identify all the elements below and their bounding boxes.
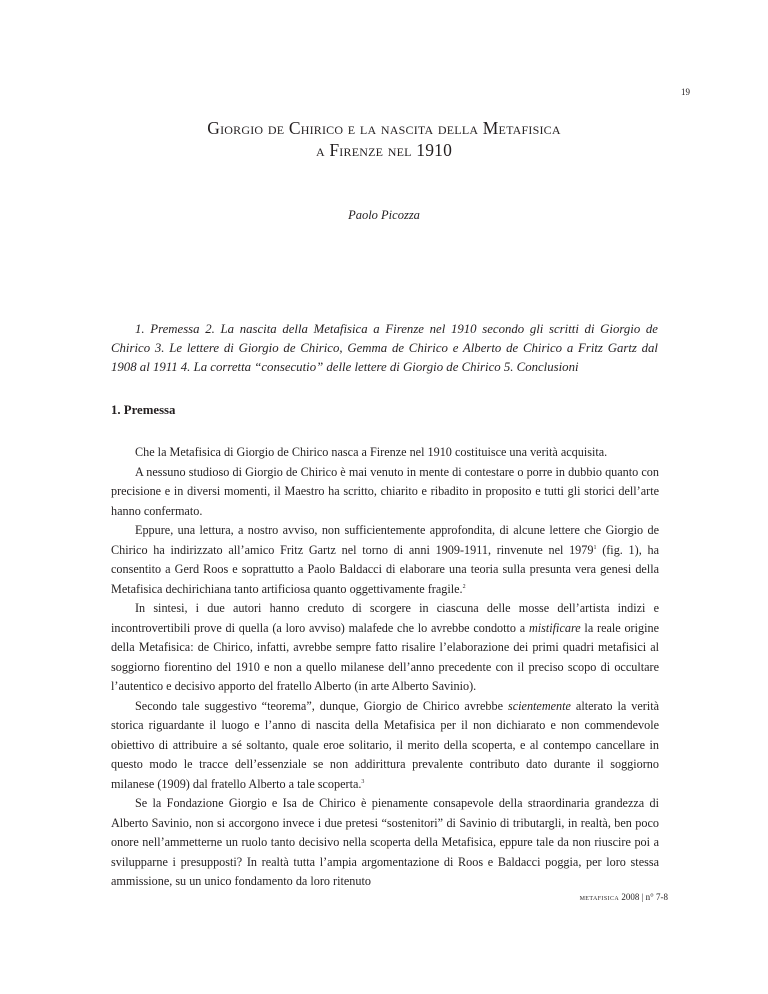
footnote-ref[interactable]: 1: [593, 544, 597, 551]
emphasis: mistificare: [528, 620, 581, 635]
article-title: [0, 117, 768, 161]
title-line-2: a Firenze nel 1910: [315, 140, 453, 160]
running-footer: [580, 892, 668, 902]
table-of-contents: 1. Premessa 2. La nascita della Metafisica a Firenze nel 1910 secondo gli scritti di Giorgio de Chirico 3. Le lettere di Giorgio de Chirico, Gemma de Chirico e Alberto de Chirico a Fritz Gartz dal 1908 al 1911 4. La corretta “consecutio” delle lettere di Giorgio de Chirico 5. Conclusioni: [111, 322, 658, 374]
issue-info: 2008 | n° 7-8: [621, 892, 668, 902]
title-line-1: Giorgio de Chirico e la nascita della Metafisica: [207, 118, 561, 138]
paragraph: [111, 521, 659, 599]
page-number: 19: [681, 87, 690, 97]
paragraph-text: In sintesi, i due autori hanno creduto di scorgere in ciascuna delle mosse dell’artista indizi e incontrovertibili prove di quella (a loro avviso) malafede che lo avrebbe condotto a: [111, 601, 659, 635]
paragraph: Che la Metafisica di Giorgio de Chirico nasca a Firenze nel 1910 costituisce una verità acquisita.: [135, 445, 608, 459]
paragraph-text: Secondo tale suggestivo “teorema”, dunque, Giorgio de Chirico avrebbe: [135, 698, 508, 713]
article-body: [111, 443, 659, 892]
paragraph-text: (fig. 1), ha consentito a Gerd Roos e soprattutto a Paolo Baldacci di elaborare una teoria sulla presunta vera genesi della Metafisica dechirichiana tanto artificiosa quanto oggettivamente fragile.: [111, 542, 659, 596]
journal-name: metafisica: [579, 892, 620, 902]
footnote-ref[interactable]: 3: [361, 778, 365, 785]
emphasis: scientemente: [508, 698, 571, 713]
paragraph-text: la reale origine della Metafisica: de Chirico, infatti, avrebbe sempre fatto risalire l’elaborazione dei primi quadri metafisici al soggiorno fiorentino del 1910 e non a quello milanese dell’anno precedente con il preciso scopo di occultare l’autentico e decisivo apporto del fratello Alberto (in arte Alberto Savinio).: [111, 620, 659, 693]
author-name: Paolo Picozza: [348, 208, 420, 222]
paragraph: [111, 697, 659, 795]
section-heading: 1. Premessa: [111, 403, 176, 417]
paragraph: A nessuno studioso di Giorgio de Chirico è mai venuto in mente di contestare o porre in dubbio quanto con precisione e in diversi momenti, il Maestro ha scritto, chiarito e ribadito in proposito e tutti gli storici dell’arte hanno confermato.: [111, 464, 659, 518]
footnote-ref[interactable]: 2: [462, 583, 466, 590]
paragraph: Se la Fondazione Giorgio e Isa de Chirico è pienamente consapevole della straordinaria grandezza di Alberto Savinio, non si accorgono invece i due pretesi “sostenitori” di Savinio di tributargli, in realtà, ben poco onore nell’ammetterne un ruolo tanto decisivo nella scoperta della Metafisica, eppure tale da non riuscire poi a svilupparne i presupposti? In realtà tutta l’ampia argomentazione di Roos e Baldacci poggia, per loro stessa ammissione, su un unico fondamento da loro ritenuto: [111, 796, 659, 888]
paragraph-text: Eppure, una lettura, a nostro avviso, non sufficientemente approfondita, di alcune lettere che Giorgio de Chirico ha indirizzato all’amico Fritz Gartz nel torno di anni 1909-1911, rinvenute nel 1979: [111, 523, 659, 557]
paragraph-text: alterato la verità storica riguardante il luogo e l’anno di nascita della Metafisica per il non dichiarato e non commendevole obiettivo di attribuire a sé soltanto, quale eroe solitario, il merito della scoperta, e al contempo cancellare in questo modo le tracce dell’essenziale se non addirittura prevalente contributo dato durante il soggiorno milanese (1909) dal fratello Alberto a tale scoperta.: [111, 698, 659, 791]
paragraph: [111, 599, 659, 697]
